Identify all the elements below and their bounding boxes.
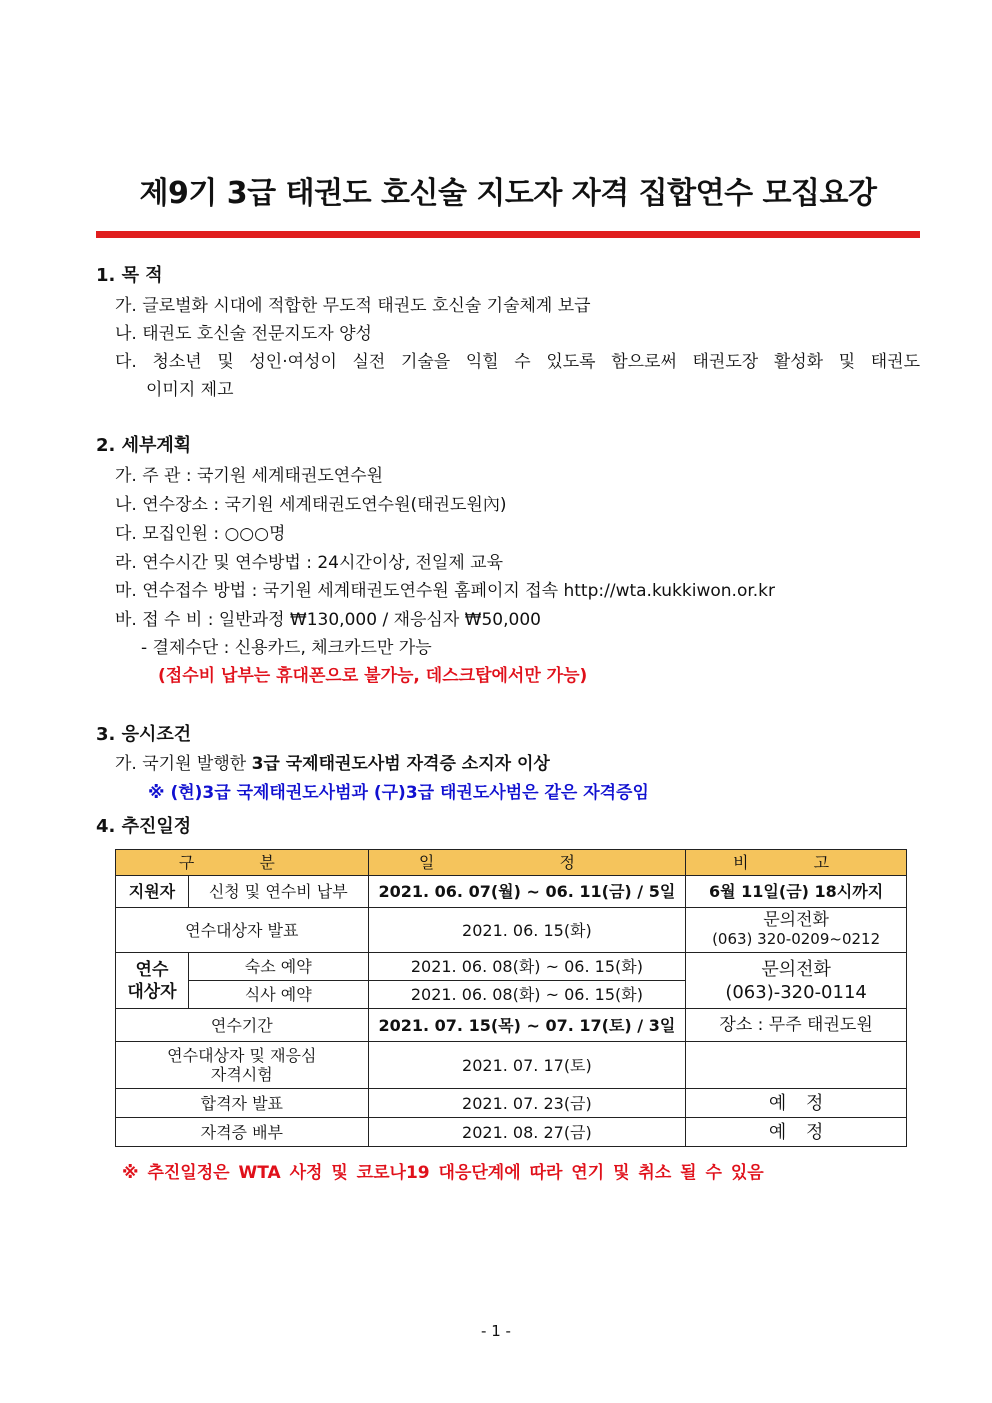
schedule-footnote: ※ 추진일정은 WTA 사정 및 코로나19 대응단계에 따라 연기 및 취소 될 수 있음 — [122, 1163, 764, 1183]
row-item: 연수대상자 발표 — [116, 908, 369, 953]
row-item: 자격증 배부 — [116, 1118, 369, 1147]
row-item: 숙소 예약 — [188, 953, 368, 981]
row-note: 예 정 — [686, 1089, 907, 1118]
row-item: 신청 및 연수비 납부 — [188, 876, 368, 908]
section-3-item-1 — [115, 750, 550, 778]
section-1-item-3-cont: 이미지 제고 — [146, 380, 234, 400]
row-date: 2021. 08. 27(금) — [368, 1118, 686, 1147]
row-date: 2021. 06. 15(화) — [368, 908, 686, 953]
row-item: 연수대상자 및 재응심 자격시험 — [116, 1042, 369, 1089]
header-category: 구 분 — [116, 850, 369, 876]
section-2-item-6: 바. 접 수 비 : 일반과정 ₩130,000 / 재응심자 ₩50,000 — [115, 610, 541, 630]
row-item: 연수기간 — [116, 1009, 369, 1042]
row-note: 장소 : 무주 태권도원 — [686, 1009, 907, 1042]
row-date: 2021. 07. 23(금) — [368, 1089, 686, 1118]
row-item: 합격자 발표 — [116, 1089, 369, 1118]
header-schedule: 일 정 — [368, 850, 686, 876]
section-2-item-2: 나. 연수장소 : 국기원 세계태권도연수원(태권도원內) — [115, 495, 507, 515]
section-2-payment-method: - 결제수단 : 신용카드, 체크카드만 가능 — [141, 638, 432, 658]
section-2-item-1: 가. 주 관 : 국기원 세계태권도연수원 — [115, 466, 384, 486]
section-1-item-3: 다. 청소년 및 성인·여성이 실전 기술을 익힐 수 있도록 함으로써 태권도장 활성화 및 태권도 — [115, 352, 920, 372]
row-note: 문의전화 (063) 320-0209~0212 — [686, 908, 907, 953]
section-2-heading: 2. 세부계획 — [96, 435, 192, 456]
section-1-item-2: 나. 태권도 호신술 전문지도자 양성 — [115, 324, 372, 344]
section-2-item-5: 마. 연수접수 방법 : 국기원 세계태권도연수원 홈페이지 접속 http://wta.kukkiwon.or.kr — [115, 581, 776, 601]
schedule-table — [115, 849, 907, 1147]
row-date: 2021. 07. 17(토) — [368, 1042, 686, 1089]
table-row — [116, 1089, 907, 1118]
row-date: 2021. 06. 07(월) ~ 06. 11(금) / 5일 — [368, 876, 686, 908]
table-row — [116, 876, 907, 908]
section-2-item-3: 다. 모집인원 : ○○○명 — [115, 524, 286, 544]
table-row — [116, 1118, 907, 1147]
section-3-item-bold: 3급 국제태권도사범 자격증 소지자 이상 — [251, 754, 550, 774]
row-note: 예 정 — [686, 1118, 907, 1147]
row-group-applicant: 지원자 — [116, 876, 189, 908]
section-1-item-1: 가. 글로벌화 시대에 적합한 무도적 태권도 호신술 기술체계 보급 — [115, 296, 591, 316]
section-1-heading: 1. 목 적 — [96, 265, 163, 286]
section-4-heading: 4. 추진일정 — [96, 816, 192, 837]
section-2-item-4: 라. 연수시간 및 연수방법 : 24시간이상, 전일제 교육 — [115, 553, 504, 573]
row-note: 문의전화 (063)-320-0114 — [686, 953, 907, 1009]
table-row — [116, 953, 907, 981]
row-note — [686, 1042, 907, 1089]
row-item: 식사 예약 — [188, 981, 368, 1009]
row-date: 2021. 06. 08(화) ~ 06. 15(화) — [368, 953, 686, 981]
row-note: 6월 11일(금) 18시까지 — [686, 876, 907, 908]
title-underline — [96, 231, 920, 238]
table-row — [116, 1009, 907, 1042]
section-3-heading: 3. 응시조건 — [96, 724, 192, 745]
row-date: 2021. 07. 15(목) ~ 07. 17(토) / 3일 — [368, 1009, 686, 1042]
section-3-item-prefix: 가. 국기원 발행한 — [115, 754, 252, 774]
header-remarks: 비 고 — [686, 850, 907, 876]
document-title: 제9기 3급 태권도 호신술 지도자 자격 집합연수 모집요강 — [139, 176, 877, 211]
table-row — [116, 908, 907, 953]
section-3-note: ※ (현)3급 국제태권도사범과 (구)3급 태권도사범은 같은 자격증임 — [148, 783, 649, 803]
page-number: - 1 - — [481, 1322, 511, 1340]
table-header-row — [116, 850, 907, 876]
table-row — [116, 1042, 907, 1089]
section-2-notice: (접수비 납부는 휴대폰으로 불가능, 데스크탑에서만 가능) — [158, 666, 588, 686]
row-group-trainee: 연수 대상자 — [116, 953, 189, 1009]
row-date: 2021. 06. 08(화) ~ 06. 15(화) — [368, 981, 686, 1009]
